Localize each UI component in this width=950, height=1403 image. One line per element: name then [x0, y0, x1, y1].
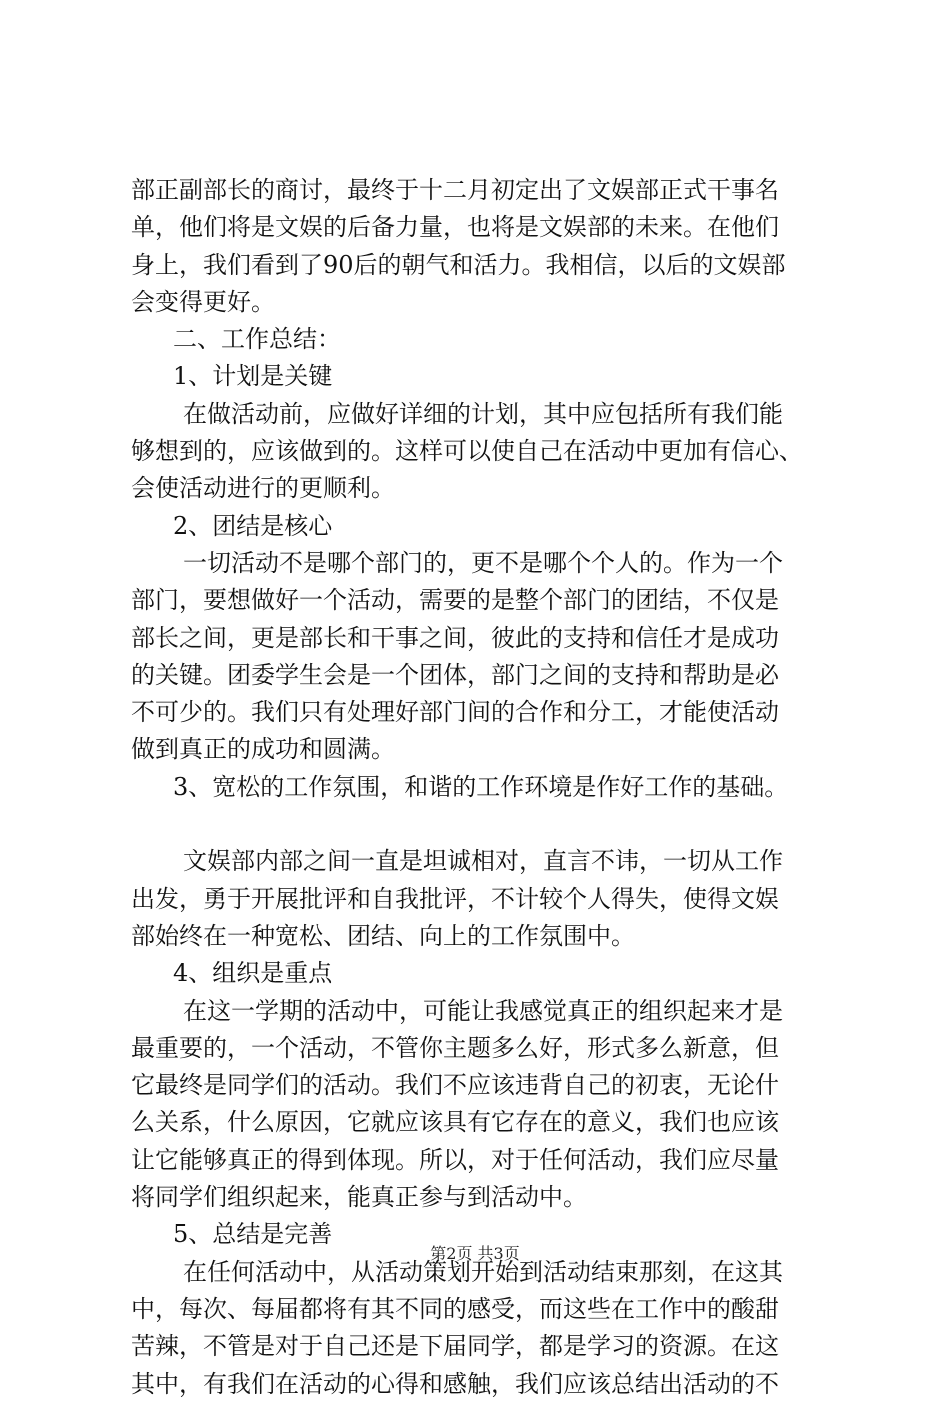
text-line: 其中，有我们在活动的心得和感触，我们应该总结出活动的不: [131, 1369, 779, 1398]
text-line: 最重要的，一个活动，不管你主题多么好，形式多么新意，但: [131, 1033, 779, 1062]
text-line: 做到真正的成功和圆满。: [131, 735, 395, 764]
text-line: 在任何活动中，从活动策划开始到活动结束那刻，在这其: [183, 1257, 783, 1286]
text-line: 不可少的。我们只有处理好部门间的合作和分工，才能使活动: [131, 698, 779, 727]
section-heading: 2、团结是核心: [173, 511, 333, 540]
text-line: 中，每次、每届都将有其不同的感受，而这些在工作中的酸甜: [131, 1294, 779, 1323]
text-line: 部门，要想做好一个活动，需要的是整个部门的团结，不仅是: [131, 586, 779, 615]
text-line: 一切活动不是哪个部门的，更不是哪个个人的。作为一个: [183, 548, 783, 577]
section-heading: 5、总结是完善: [173, 1220, 333, 1249]
section-heading: 二、工作总结：: [173, 325, 341, 354]
text-line: 够想到的，应该做到的。这样可以使自己在活动中更加有信心、: [131, 437, 803, 466]
text-line: 它最终是同学们的活动。我们不应该违背自己的初衷，无论什: [131, 1071, 779, 1100]
text-line: 会变得更好。: [131, 287, 275, 316]
text-line: 身上，我们看到了90后的朝气和活力。我相信，以后的文娱部: [131, 250, 786, 279]
text-line: 会使活动进行的更顺利。: [131, 474, 395, 503]
text-line: 文娱部内部之间一直是坦诚相对，直言不讳，一切从工作: [183, 847, 783, 876]
text-line: [131, 806, 836, 843]
text-line: 将同学们组织起来，能真正参与到活动中。: [131, 1183, 587, 1212]
section-heading: 4、组织是重点: [173, 959, 333, 988]
text-line: 出发，勇于开展批评和自我批评，不计较个人得失，使得文娱: [131, 884, 779, 913]
page-footer: 第2页 共3页: [430, 1244, 520, 1263]
text-line: 部始终在一种宽松、团结、向上的工作氛围中。: [131, 921, 635, 950]
text-line: 的关键。团委学生会是一个团体，部门之间的支持和帮助是必: [131, 660, 779, 689]
document-body: [131, 172, 836, 1403]
text-line: 么关系，什么原因，它就应该具有它存在的意义，我们也应该: [131, 1108, 779, 1137]
text-line: 部长之间，更是部长和干事之间，彼此的支持和信任才是成功: [131, 623, 779, 652]
text-line: 苦辣，不管是对于自己还是下届同学，都是学习的资源。在这: [131, 1332, 779, 1361]
section-heading: 3、宽松的工作氛围，和谐的工作环境是作好工作的基础。: [173, 772, 789, 801]
text-line: 单，他们将是文娱的后备力量，也将是文娱部的未来。在他们: [131, 213, 779, 242]
text-line: 让它能够真正的得到体现。所以，对于任何活动，我们应尽量: [131, 1145, 779, 1174]
text-line: 在做活动前，应做好详细的计划，其中应包括所有我们能: [183, 399, 783, 428]
text-line: 在这一学期的活动中，可能让我感觉真正的组织起来才是: [183, 996, 783, 1025]
text-line: 部正副部长的商讨，最终于十二月初定出了文娱部正式干事名: [131, 176, 779, 204]
section-heading: 1、计划是关键: [173, 362, 333, 391]
